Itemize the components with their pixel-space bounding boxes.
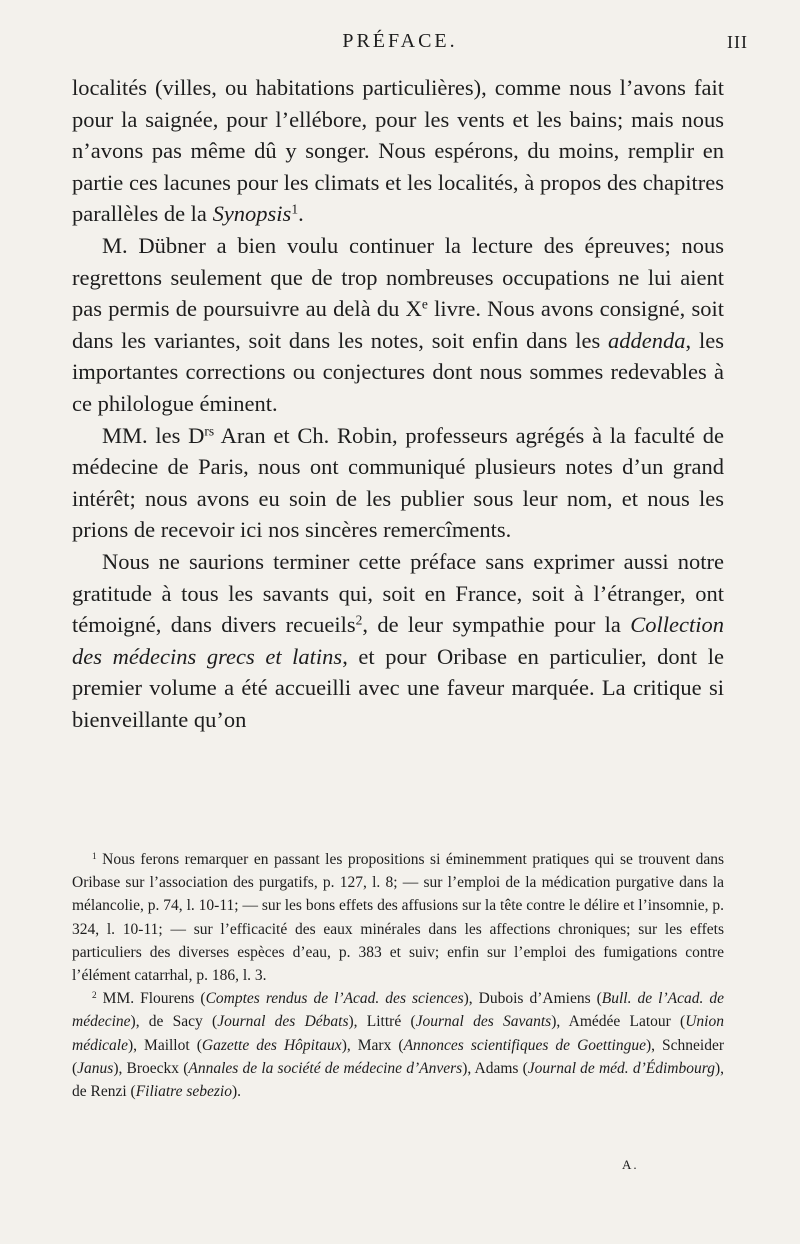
text-run: ), Schneider ( [72, 1036, 725, 1077]
footnote-ref: 2 [355, 612, 363, 628]
text-run: ), Littré ( [348, 1013, 416, 1031]
text-run: . [298, 201, 304, 227]
text-run: , de leur sympathie pour la [362, 612, 631, 638]
text-run: M. Dübner a bien voulu continuer la lecture des épreuves; nous regrettons seulement que de trop nombreuses occupations ne lui aient pas permis de poursuivre au delà du X [72, 232, 724, 322]
text-run: , les importantes corrections ou conjectures dont nous sommes redevables à ce philologue éminent. [72, 327, 724, 416]
italic-run: Journal des Débats [217, 1013, 349, 1031]
text-run: ), Adams ( [462, 1059, 528, 1077]
text-run: ), Maillot ( [127, 1036, 202, 1054]
text-run: ), Marx ( [341, 1036, 404, 1054]
running-title: PRÉFACE. [342, 30, 458, 52]
text-run: MM. les D [102, 422, 205, 448]
text-run: , et pour Oribase en particulier, dont le premier volume a été accueilli avec une faveur marquée. La critique si bienveillante qu’on [72, 643, 724, 732]
superscript: rs [204, 423, 215, 439]
italic-run: Bull. de l’Acad. de médecine [72, 990, 724, 1031]
italic-run: Comptes rendus de l’Acad. des sciences [205, 990, 464, 1008]
text-run: ), Broeckx ( [113, 1059, 189, 1077]
text-run: ). [232, 1083, 242, 1101]
italic-run: Collection des médecins grecs et latins [72, 612, 724, 669]
text-run: livre. Nous avons consigné, soit dans les variantes, soit dans les notes, soit enfin dans les [72, 296, 725, 353]
italic-run: addenda [608, 327, 686, 353]
paragraph [72, 72, 724, 230]
italic-run: Gazette des Hôpitaux [201, 1036, 342, 1054]
paragraph [72, 230, 724, 420]
italic-run: Janus [77, 1059, 114, 1077]
paragraph [72, 420, 724, 546]
page-number: III [727, 32, 748, 52]
footnote-ref: 1 [291, 201, 299, 217]
paragraph [72, 546, 724, 736]
text-run: ), Amédée Latour ( [551, 1013, 686, 1031]
footnote-marker: 2 [92, 991, 97, 1002]
text-run: Nous ne saurions terminer cette préface sans exprimer aussi notre gratitude à tous les savants qui, soit en France, soit à l’étranger, ont témoigné, dans divers recueils [72, 548, 724, 638]
italic-run: Filiatre sebezio [135, 1083, 232, 1101]
text-run: ), de Renzi ( [72, 1059, 724, 1101]
text-run: MM. Flourens ( [96, 990, 206, 1008]
text-run: Aran et Ch. Robin, professeurs agrégés à la faculté de médecine de Paris, nous ont communiqué plusieurs notes d’un grand intérêt; nous avons eu soin de les publier sous leur nom, et nous les prions de recevoir ici nos sincères remercîments. [72, 422, 724, 543]
footnote [72, 848, 724, 987]
footnotes [72, 848, 724, 1103]
footnote-marker: 1 [92, 851, 97, 862]
italic-run: Synopsis [212, 201, 292, 227]
italic-run: Journal des Savants [415, 1013, 552, 1031]
italic-run: Union médicale [72, 1013, 724, 1054]
text-run: ), Dubois d’Amiens ( [463, 990, 602, 1008]
text-run: Nous ferons remarquer en passant les propositions si éminemment pratiques qui se trouvent dans Oribase sur l’association des purgatifs, p. 127, l. 8; — sur l’emploi de la médication purgative dans la mélancolie, p. 74, l. 10-11; — sur les bons effets des affusions sur la tête contre le délire et l’insomnie, p. 324, l. 10-11; — sur l’efficacité des eaux minérales dans les affections chroniques; sur les effets particuliers des diverses espèces d’eau, p. 383 et suiv; enfin sur l’emploi des fumigations contre l’élément catarrhal, p. 186, l. 3. [72, 851, 724, 985]
italic-run: Annonces scientifiques de Goettingue [403, 1036, 646, 1054]
running-head [0, 30, 800, 60]
superscript: e [421, 296, 428, 312]
text-run: ), de Sacy ( [130, 1013, 218, 1031]
text-run: localités (villes, ou habitations particulières), comme nous l’avons fait pour la saignée, pour l’ellébore, pour les vents et les bains; mais nous n’avons pas même dû y songer. Nous espérons, du moins, remplir en partie ces lacunes pour les climats et les localités, à propos des chapitres parallèles de la [72, 75, 724, 227]
main-text [72, 72, 724, 735]
signature-mark: A. [622, 1157, 639, 1172]
footnote [72, 987, 724, 1103]
italic-run: Annales de la société de médecine d’Anvers [188, 1059, 463, 1077]
italic-run: Journal de méd. d’Édimbourg [527, 1059, 715, 1077]
